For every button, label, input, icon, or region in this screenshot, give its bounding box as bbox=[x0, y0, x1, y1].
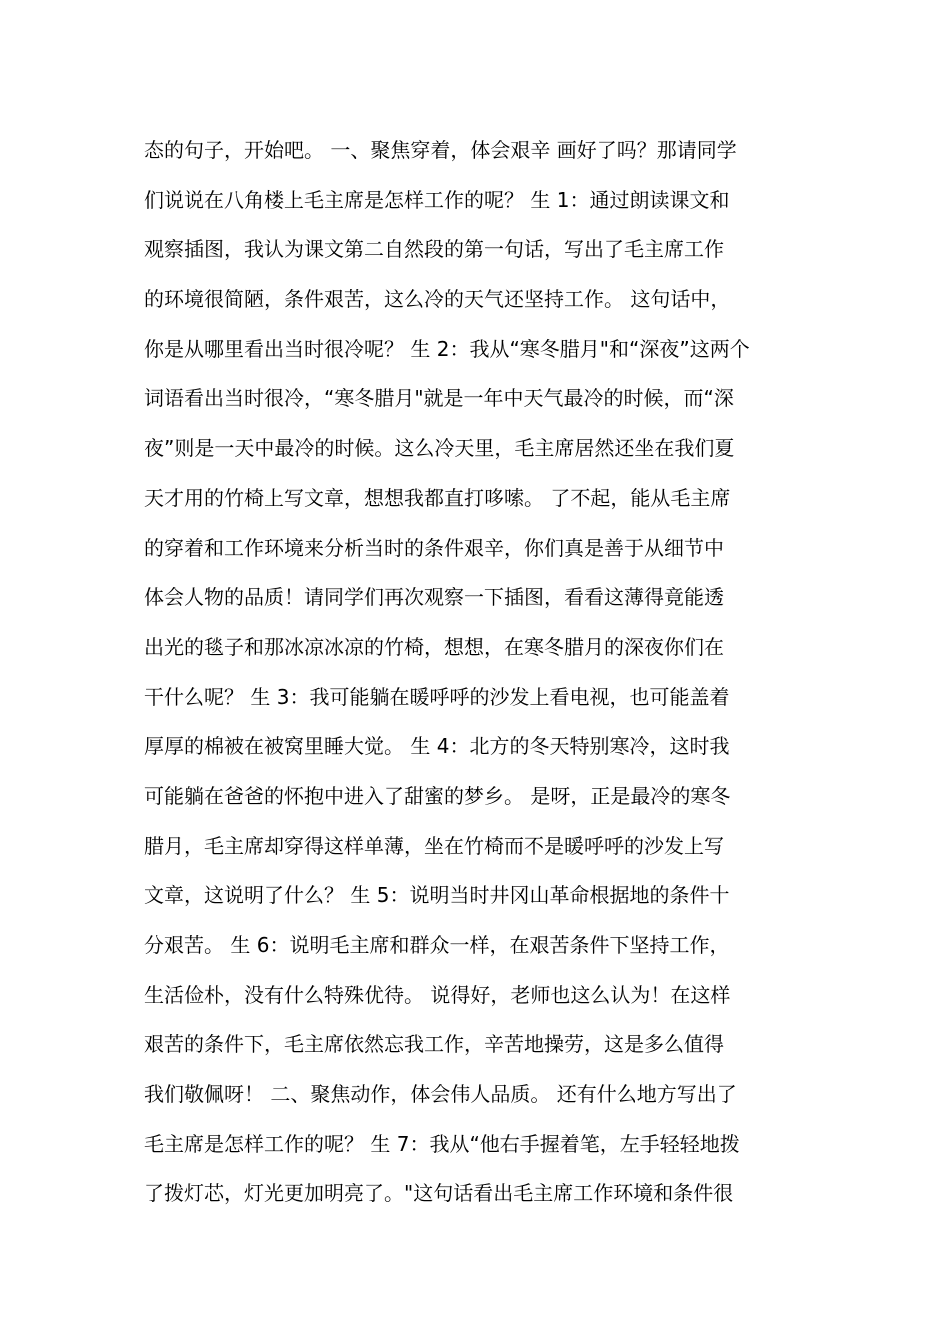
text-line: 我们敬佩呀！ 二、聚焦动作，体会伟人品质。 还有什么地方写出了 bbox=[144, 1082, 737, 1107]
text-line: 观察插图，我认为课文第二自然段的第一句话，写出了毛主席工作 bbox=[144, 237, 724, 262]
text-line: 腊月，毛主席却穿得这样单薄，坐在竹椅而不是暖呼呼的沙发上写 bbox=[144, 833, 724, 858]
text-line: 厚厚的棉被在被窝里睡大觉。 生 4：北方的冬天特别寒冷，这时我 bbox=[144, 734, 730, 759]
text-line: 夜”则是一天中最冷的时候。这么冷天里，毛主席居然还坐在我们夏 bbox=[144, 436, 735, 461]
text-line: 体会人物的品质！请同学们再次观察一下插图，看看这薄得竟能透 bbox=[144, 585, 724, 610]
text-line: 态的句子，开始吧。 一、聚焦穿着，体会艰辛 画好了吗？那请同学 bbox=[144, 138, 737, 162]
text-line: 的穿着和工作环境来分析当时的条件艰辛，你们真是善于从细节中 bbox=[144, 535, 724, 560]
text-line: 生活俭朴，没有什么特殊优待。 说得好，老师也这么认为！在这样 bbox=[144, 982, 731, 1007]
text-line: 可能躺在爸爸的怀抱中进入了甜蜜的梦乡。 是呀，正是最冷的寒冬 bbox=[144, 783, 731, 808]
text-line: 毛主席是怎样工作的呢？ 生 7：我从“他右手握着笔，左手轻轻地拨 bbox=[144, 1131, 740, 1156]
text-line: 分艰苦。 生 6：说明毛主席和群众一样，在艰苦条件下坚持工作， bbox=[144, 933, 730, 957]
text-line: 天才用的竹椅上写文章，想想我都直打哆嗦。 了不起，能从毛主席 bbox=[144, 485, 731, 510]
text-line: 文章，这说明了什么？ 生 5：说明当时井冈山革命根据地的条件十 bbox=[144, 883, 730, 908]
text-line: 艰苦的条件下，毛主席依然忘我工作，辛苦地操劳，这是多么值得 bbox=[144, 1032, 724, 1057]
text-line: 出光的毯子和那冰凉冰凉的竹椅，想想，在寒冬腊月的深夜你们在 bbox=[144, 634, 724, 659]
text-line: 干什么呢？ 生 3：我可能躺在暖呼呼的沙发上看电视，也可能盖着 bbox=[144, 684, 730, 709]
text-line: 词语看出当时很冷，“寒冬腊月"就是一年中天气最冷的时候，而“深 bbox=[144, 386, 734, 411]
text-line: 你是从哪里看出当时很冷呢？ 生 2：我从“寒冬腊月"和“深夜”这两个 bbox=[144, 336, 750, 361]
body-text bbox=[144, 126, 814, 1219]
text-line: 了拨灯芯，灯光更加明亮了。"这句话看出毛主席工作环境和条件很 bbox=[144, 1181, 734, 1206]
text-line: 们说说在八角楼上毛主席是怎样工作的呢？ 生 1：通过朗读课文和 bbox=[144, 187, 730, 212]
text-line: 的环境很简陋，条件艰苦，这么冷的天气还坚持工作。 这句话中， bbox=[144, 287, 731, 312]
